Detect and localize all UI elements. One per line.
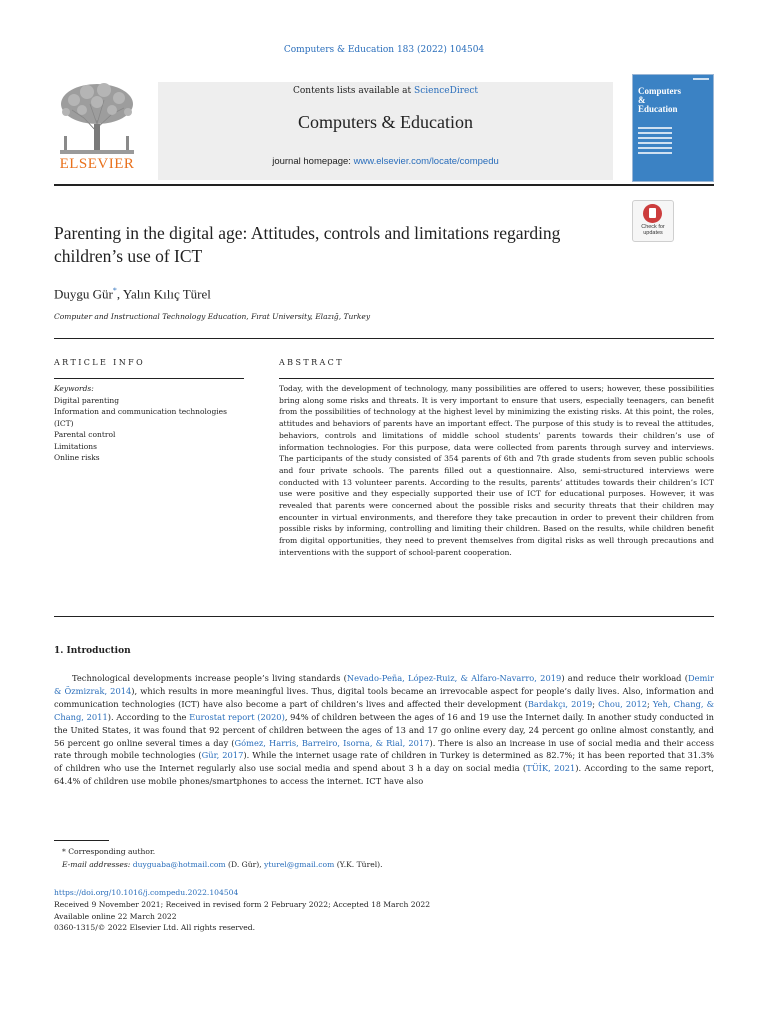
paragraph-text: ;	[647, 698, 653, 709]
citation-link[interactable]: Gómez, Harris, Barreiro, Isorna, & Rial, 2017	[234, 737, 430, 748]
paragraph-text: ), which results in more meaningful lives. Thus, digital tools became an irrevocable aspect for people’s daily lives. Also, information and communication technologies (ICT) have also become a part of children’s lives and affected their development (	[54, 685, 714, 709]
doi-link[interactable]: https://doi.org/10.1016/j.compedu.2022.104504	[54, 888, 239, 897]
header-rule	[54, 184, 714, 186]
available-online: Available online 22 March 2022	[54, 911, 177, 921]
journal-reference-link[interactable]: Computers & Education 183 (2022) 104504	[283, 45, 485, 55]
paragraph-text: , 94% of children between the ages of 16 and 19 use the Internet daily. In another study conducted in the United States, it was found that 92 percent of children between the ages of 13 and 17 go online every day, 24 percent go online almost constantly, and 56 percent go online several times a day (	[54, 711, 714, 748]
section-heading-introduction: 1. Introduction	[54, 646, 131, 656]
abstract-end-rule	[54, 616, 714, 617]
email-owner: (Y.K. Türel).	[334, 859, 383, 869]
keyword-item: Online risks	[54, 453, 100, 462]
keywords-list	[54, 383, 244, 464]
citation-link[interactable]: Demir & Özmizrak, 2014	[54, 673, 715, 696]
bookmark-icon	[643, 204, 662, 223]
citation-link[interactable]: TÜİK, 2021	[526, 763, 576, 774]
journal-title: Computers & Education	[298, 112, 473, 132]
check-for-updates-label: Check for updates	[641, 224, 665, 236]
corresponding-author-note: * Corresponding author.	[62, 847, 156, 856]
paragraph-text: ). According to the	[107, 711, 190, 722]
paragraph-text: ) and reduce their workload (	[561, 673, 688, 683]
received-dates: Received 9 November 2021; Received in revised form 2 February 2022; Accepted 18 March 2022	[54, 899, 431, 909]
abstract-label: ABSTRACT	[279, 358, 344, 367]
author-separator: ,	[116, 286, 123, 302]
abstract-text: Today, with the development of technology, many possibilities are offered to users; however, these possibilities bring along some risks and threats. It is very important to ensure that users, especially teenagers, can benefit from the possibilities of technology at the highest level by minimizing the existing risks. At this point, the roles, attitudes and behaviors of parents have an important effect. The purpose of this study is to reveal the attitudes, behaviors, controls and limitations of middle school students’ parents towards their children’s use of information technologies. For this purpose, data were collected from parents through survey and interviews. The participants of the study consisted of 354 parents of 6th and 7th grade students from seven public schools and four private schools. The parents filled out a questionnaire. Also, semi-structured interviews were conducted with 13 volunteer parents. According to the results, parents’ attitudes towards their children’s ICT use were positive and they especially supported their use of ICT for educational purposes. However, it was revealed that parents were concerned about the possible risks and security threats that their children may encounter in virtual environments, and therefore they take precaution in order to prevent their children from possible risks by informing, controlling and limiting their children. Based on the results, while children benefit from digital opportunities, they need to prevent themselves from digital risks as well through precautions and interventions with the support of school-parent cooperation.	[279, 384, 714, 557]
citation-link[interactable]: Eurostat report (2020)	[189, 711, 285, 722]
keyword-item: Digital parenting	[54, 395, 120, 405]
article-info-label: ARTICLE INFO	[54, 358, 146, 367]
journal-header	[158, 82, 613, 180]
footnote-rule	[54, 840, 109, 841]
keywords-heading: Keywords:	[54, 384, 94, 393]
contents-prefix: Contents lists available at	[293, 86, 415, 96]
citation-link[interactable]: Bardakçı, 2019	[527, 698, 593, 709]
footnotes	[62, 846, 383, 871]
email-owner: (D. Gür),	[225, 859, 265, 869]
copyright: 0360-1315/© 2022 Elsevier Ltd. All rights reserved.	[54, 923, 256, 933]
article-info-rule	[54, 378, 244, 379]
email-addresses	[62, 859, 383, 872]
cover-text-lines	[638, 127, 672, 157]
affiliation: Computer and Instructional Technology Education, Fırat University, Elazığ, Turkey	[54, 312, 371, 321]
paragraph-text: ). According to the same report, 64.4% of children use mobile phones/smartphones to access the internet. ICT have also	[54, 763, 714, 787]
citation-link[interactable]: Gür, 2017	[201, 750, 244, 761]
journal-cover-thumbnail[interactable]	[632, 74, 714, 182]
homepage-prefix: journal homepage:	[272, 156, 354, 167]
author-name[interactable]: Yalın Kılıç Türel	[122, 286, 211, 302]
abstract-rule	[279, 378, 714, 379]
keyword-item: Information and communication technologies (ICT)	[54, 407, 227, 428]
author-list	[54, 286, 211, 302]
contents-line	[158, 86, 613, 96]
check-for-updates-badge[interactable]	[632, 200, 674, 242]
paragraph-text: ;	[592, 698, 599, 709]
cover-top-line	[693, 78, 709, 80]
journal-homepage-link[interactable]: www.elsevier.com/locate/compedu	[353, 156, 499, 167]
corresponding-author-mark[interactable]: *	[112, 286, 117, 295]
email-link[interactable]: yturel@gmail.com	[264, 859, 335, 869]
homepage-line	[158, 156, 613, 167]
cover-title: Computers & Education	[638, 86, 681, 114]
paragraph-text: Technological developments increase people’s living standards (	[72, 673, 347, 683]
email-link[interactable]: duyguaba@hotmail.com	[132, 859, 226, 869]
introduction-paragraph	[54, 672, 714, 788]
keyword-item: Limitations	[54, 441, 97, 451]
paragraph-text: ). While the internet usage rate of children in Turkey is determined as 82.7%; it has been reported that 31.3% of children who use the Internet regularly also use social media and spend about 3 h a day on social media (	[54, 750, 715, 774]
author-name[interactable]: Duygu Gür	[54, 286, 113, 302]
paper-title: Parenting in the digital age: Attitudes, controls and limitations regarding children’s use of ICT	[54, 223, 561, 266]
citation-link[interactable]: Nevado-Peña, López-Ruiz, & Alfaro-Navarro, 2019	[346, 673, 562, 683]
paragraph-text: ). There is also an increase in use of social media and their access rate through mobile technologies (	[54, 737, 714, 761]
keyword-item: Parental control	[54, 430, 116, 439]
elsevier-wordmark: ELSEVIER	[59, 156, 135, 172]
citation-link[interactable]: Yeh, Chang, & Chang, 2011	[54, 698, 714, 722]
citation-link[interactable]: Chou, 2012	[598, 698, 647, 709]
sciencedirect-link[interactable]: ScienceDirect	[414, 86, 478, 96]
email-label: E-mail addresses:	[62, 859, 133, 869]
article-metadata	[54, 887, 430, 934]
section-divider	[54, 338, 714, 339]
